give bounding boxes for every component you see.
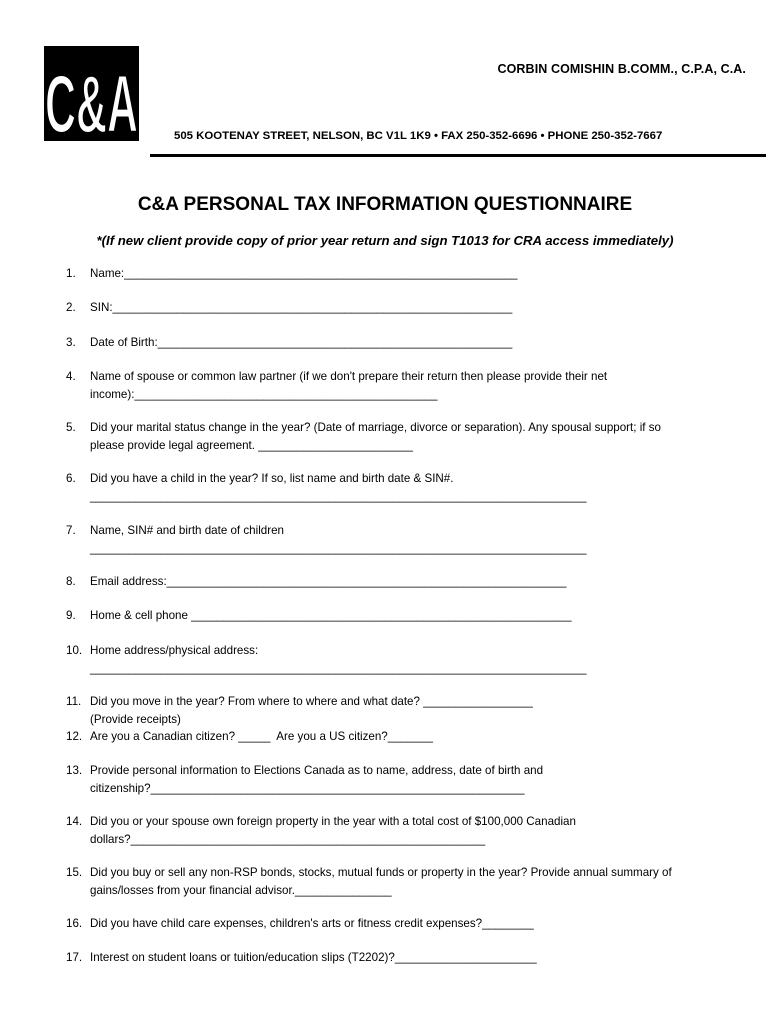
question-text: Name:_____________________________________________________________	[90, 267, 518, 280]
question-text: Did you move in the year? From where to where and what date? _________________ (Provide receipts)	[90, 695, 533, 726]
question-text: Did you have a child in the year? If so, list name and birth date & SIN#. _____________________________________________________________________________	[90, 472, 587, 503]
question-address[interactable]	[66, 642, 736, 677]
question-number: 8.	[66, 575, 76, 588]
question-number: 1.	[66, 267, 76, 280]
question-marital-status[interactable]	[66, 419, 736, 454]
question-children[interactable]	[66, 522, 736, 557]
question-text: Home address/physical address: _____________________________________________________________________________	[90, 644, 587, 675]
question-text: Date of Birth:_______________________________________________________	[90, 336, 513, 349]
question-text: Name of spouse or common law partner (if we don't prepare their return then please provide their net income):_______________________________________________	[90, 370, 608, 401]
question-number: 9.	[66, 609, 76, 622]
question-text: Did your marital status change in the year? (Date of marriage, divorce or separation). Any spousal support; if so please provide legal agreement. ________________________	[90, 421, 661, 452]
question-text: Name, SIN# and birth date of children _____________________________________________________________________________	[90, 524, 587, 555]
question-text: SIN:______________________________________________________________	[90, 301, 513, 314]
c-and-a-logo-icon	[44, 46, 139, 150]
question-number: 4.	[66, 370, 76, 383]
question-number: 14.	[66, 815, 83, 828]
question-text: Interest on student loans or tuition/education slips (T2202)?______________________	[90, 951, 537, 964]
address-line: 505 KOOTENAY STREET, NELSON, BC V1L 1K9 • FAX 250-352-6696 • PHONE 250-352-7667	[174, 130, 663, 142]
question-number: 7.	[66, 524, 76, 537]
question-phone[interactable]	[66, 607, 736, 625]
question-date-of-birth[interactable]	[66, 334, 736, 352]
question-elections-canada[interactable]	[66, 762, 736, 797]
question-name[interactable]	[66, 265, 736, 283]
question-number: 11.	[66, 695, 82, 708]
question-number: 15.	[66, 866, 83, 879]
question-number: 13.	[66, 764, 83, 777]
question-number: 6.	[66, 472, 76, 485]
question-number: 2.	[66, 301, 76, 314]
question-number: 5.	[66, 421, 76, 434]
question-text: Email address:______________________________________________________________	[90, 575, 567, 588]
question-spouse[interactable]	[66, 368, 736, 403]
question-text: Are you a Canadian citizen? _____ Are you a US citizen?_______	[90, 730, 433, 743]
header-divider	[150, 154, 766, 157]
question-number: 10.	[66, 644, 83, 657]
question-text: Did you buy or sell any non-RSP bonds, stocks, mutual funds or property in the year? Provide annual summary of gains/losses from your financial advisor._______________	[90, 866, 672, 897]
firm-name: CORBIN COMISHIN B.COMM., C.P.A, C.A.	[497, 62, 746, 76]
page-title: C&A PERSONAL TAX INFORMATION QUESTIONNAIRE	[137, 194, 633, 215]
question-text: Did you or your spouse own foreign property in the year with a total cost of $100,000 Canadian dollars?_______________________________________________________	[90, 815, 576, 846]
question-foreign-property[interactable]	[66, 813, 736, 848]
question-citizenship[interactable]	[66, 728, 736, 746]
question-sin[interactable]	[66, 299, 736, 317]
question-text: Did you have child care expenses, children's arts or fitness credit expenses?________	[90, 917, 534, 930]
question-text: Home & cell phone ___________________________________________________________	[90, 609, 572, 622]
page-subtitle: *(If new client provide copy of prior year return and sign T1013 for CRA access immediately)	[96, 233, 674, 248]
question-text: Provide personal information to Elections Canada as to name, address, date of birth and citizenship?__________________________________________________________	[90, 764, 544, 795]
question-email[interactable]	[66, 573, 736, 591]
question-number: 17.	[66, 951, 83, 964]
question-investments[interactable]	[66, 864, 736, 899]
question-number: 12.	[66, 730, 83, 743]
question-moved[interactable]	[66, 693, 736, 728]
question-number: 3.	[66, 336, 76, 349]
company-logo	[44, 46, 139, 150]
question-number: 16.	[66, 917, 83, 930]
svg-text:C&A: C&A	[45, 59, 138, 150]
question-student-loans[interactable]	[66, 949, 736, 967]
question-child-care[interactable]	[66, 915, 736, 933]
question-child-born[interactable]	[66, 470, 736, 505]
